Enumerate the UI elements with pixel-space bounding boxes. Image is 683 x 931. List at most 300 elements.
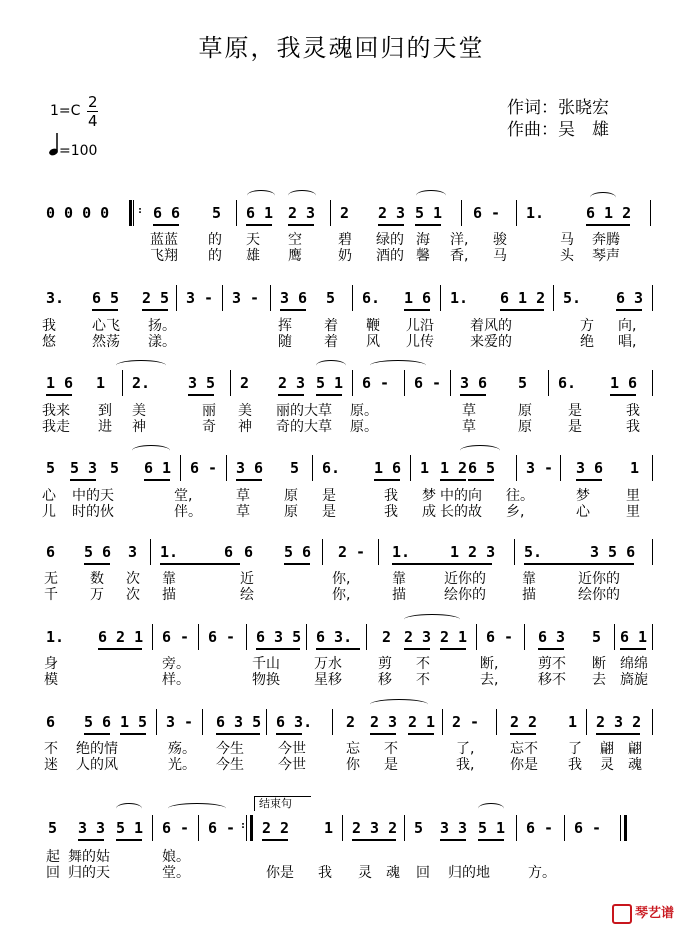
lyric-syllable: 去 (592, 672, 606, 688)
lyric-syllable: 往。 (506, 488, 534, 504)
lyric-syllable: 不 (384, 741, 398, 757)
note-group: 5. (563, 289, 582, 307)
composer-credit: 作曲：吴 雄 (507, 120, 609, 140)
note-group: 3 - (166, 713, 194, 731)
lyric-syllable: 原。 (350, 419, 378, 435)
beam (378, 224, 404, 226)
lyric-syllable: 丽的大草 (276, 403, 332, 419)
lyric-syllable: 心飞 (92, 318, 120, 334)
lyric-syllable: 靠 (522, 571, 536, 587)
lyric-syllable: 无 (44, 571, 58, 587)
lyric-syllable: 原。 (350, 403, 378, 419)
notation-row-4 (40, 459, 660, 481)
note-group: 2 2 (510, 713, 538, 731)
beam (276, 733, 302, 735)
barline (198, 815, 199, 841)
note-group: 6 1 2 (586, 204, 632, 222)
beam (440, 648, 466, 650)
slur (247, 190, 275, 201)
beam (142, 309, 168, 311)
note-group: 5 1 (316, 374, 344, 392)
lyric-line-2 (40, 754, 660, 772)
note-group: 6 - (526, 819, 554, 837)
beam (415, 224, 441, 226)
lyric-syllable: 是 (322, 504, 336, 520)
lyric-syllable: 你是 (510, 757, 538, 773)
note-group: 6 6 (153, 204, 181, 222)
note-group: 6 - (414, 374, 442, 392)
notation-row-8 (40, 819, 660, 841)
barline (230, 370, 231, 396)
note-group: 6. (558, 374, 577, 392)
lyric-syllable: 万水 (314, 656, 342, 672)
slur (116, 360, 166, 371)
lyric-syllable: 空 (288, 232, 302, 248)
note-group: 2 3 2 (596, 713, 642, 731)
barline (198, 624, 199, 650)
lyric-syllable: 蓝蓝 (150, 232, 178, 248)
note-group: 5 6 (284, 543, 312, 561)
lyric-syllable: 千 (44, 587, 58, 603)
song-title: 草原，我灵魂回归的天堂 (198, 34, 485, 62)
lyric-syllable: 心 (576, 504, 590, 520)
lyric-syllable: 剪 (378, 656, 392, 672)
lyric-syllable: 马 (560, 232, 574, 248)
note-group: 3 6 (280, 289, 308, 307)
note-group: 1. (450, 289, 469, 307)
beam (316, 394, 342, 396)
note-group: 2 2 (262, 819, 290, 837)
note-group: 5 6 (84, 543, 112, 561)
time-signature-top: 2 (88, 93, 98, 111)
slur (460, 445, 500, 456)
lyric-syllable: 原 (518, 419, 532, 435)
note-group: 3 - (526, 459, 554, 477)
lyric-syllable: 里 (626, 488, 640, 504)
barline (553, 285, 554, 311)
lyric-syllable: 模 (44, 672, 58, 688)
lyric-syllable: 物换 (252, 672, 280, 688)
slur (370, 699, 428, 710)
lyric-syllable: 草 (462, 419, 476, 435)
lyric-syllable: 绘 (240, 587, 254, 603)
beam (84, 563, 110, 565)
barline (378, 539, 379, 565)
lyric-syllable: 草 (236, 488, 250, 504)
note-group: 2 3 2 (352, 819, 398, 837)
lyric-syllable: 翩 (600, 741, 614, 757)
ending-bracket: 结束句 (254, 796, 311, 811)
notation-row-6 (40, 628, 660, 650)
lyric-syllable: 风 (366, 334, 380, 350)
lyric-syllable: 迷 (44, 757, 58, 773)
barline (266, 709, 267, 735)
note-group: 6 3. (276, 713, 313, 731)
lyric-syllable: 去, (480, 672, 499, 688)
lyric-syllable: 归的地 (448, 865, 490, 881)
slur (590, 192, 616, 203)
lyric-syllable: 绝的情 (76, 741, 118, 757)
note-group: 3 5 (188, 374, 216, 392)
note-group: 6 (244, 543, 254, 561)
note-group: 2 - (452, 713, 480, 731)
beam (460, 394, 486, 396)
beam (576, 479, 602, 481)
note-group: 6 3 (616, 289, 644, 307)
beam (596, 733, 640, 735)
lyric-syllable: 了 (568, 741, 582, 757)
barline (332, 709, 333, 735)
lyric-syllable: 草 (462, 403, 476, 419)
beam (510, 733, 536, 735)
note-group: 2 3 (404, 628, 432, 646)
lyric-syllable: 近你的 (578, 571, 620, 587)
lyric-syllable: 向, (618, 318, 637, 334)
note-group: 2 5 (142, 289, 170, 307)
notation-row-1 (40, 204, 660, 226)
note-group: 5 1 (478, 819, 506, 837)
lyric-syllable: 奶 (338, 248, 352, 264)
beam (440, 839, 466, 841)
lyric-syllable: 绿的 (376, 232, 404, 248)
lyric-syllable: 方 (580, 318, 594, 334)
lyric-syllable: 马 (493, 248, 507, 264)
beam (524, 563, 634, 565)
barline (516, 815, 517, 841)
lyric-line-2 (40, 584, 660, 602)
note-group: 5 1 (415, 204, 443, 222)
beam (144, 479, 170, 481)
watermark-logo: 琴艺谱 (612, 902, 674, 924)
barline (620, 815, 621, 841)
lyric-syllable: 灵 (600, 757, 614, 773)
note-group: 2 3 (378, 204, 406, 222)
barline (156, 709, 157, 735)
note-group: 3 6 (236, 459, 264, 477)
repeat-barline (129, 200, 132, 226)
lyric-syllable: 断 (592, 656, 606, 672)
lyric-line-2 (40, 245, 660, 263)
beam (188, 394, 214, 396)
note-group: 1 2 (440, 459, 468, 477)
lyric-syllable: 殇。 (168, 741, 196, 757)
barline (246, 815, 247, 841)
barline (652, 370, 653, 396)
lyric-syllable: 描 (522, 587, 536, 603)
lyricist-credit: 作词：张晓宏 (507, 98, 609, 118)
note-group: 3 (128, 543, 138, 561)
barline (524, 624, 525, 650)
lyric-syllable: 描 (162, 587, 176, 603)
beam (408, 733, 434, 735)
note-group: 5 (290, 459, 300, 477)
note-group: 6 - (208, 819, 236, 837)
beam (92, 309, 118, 311)
note-group: 5 1 (116, 819, 144, 837)
note-group: 2 1 (440, 628, 468, 646)
note-group: 6 - (162, 819, 190, 837)
logo-icon (612, 904, 632, 924)
note-group: 5 (48, 819, 58, 837)
lyric-syllable: 方。 (528, 865, 556, 881)
barline (440, 285, 441, 311)
lyric-syllable: 绘你的 (578, 587, 620, 603)
barline (614, 624, 615, 650)
lyric-syllable: 数 (90, 571, 104, 587)
beam (160, 563, 240, 565)
barline (352, 285, 353, 311)
lyric-syllable: 次 (126, 571, 140, 587)
lyric-syllable: 你是 (266, 865, 294, 881)
notation-row-2 (40, 289, 660, 311)
note-group: 5 (518, 374, 528, 392)
note-group: 6 - (486, 628, 514, 646)
notation-row-5 (40, 543, 660, 565)
note-group: 6 2 1 (98, 628, 144, 646)
lyric-syllable: 的 (208, 248, 222, 264)
barline (306, 624, 307, 650)
lyric-syllable: 万 (90, 587, 104, 603)
barline (461, 200, 462, 226)
barline (476, 624, 477, 650)
beam (46, 394, 72, 396)
note-group: 6 5 (92, 289, 120, 307)
barline (650, 200, 651, 226)
note-group: 1. (526, 204, 545, 222)
lyric-syllable: 星移 (314, 672, 342, 688)
lyric-syllable: 着 (324, 318, 338, 334)
lyric-syllable: 今世 (278, 741, 306, 757)
beam (278, 394, 304, 396)
lyric-syllable: 靠 (392, 571, 406, 587)
note-group: 1. (46, 628, 65, 646)
beam (616, 309, 642, 311)
lyric-syllable: 我 (42, 318, 56, 334)
note-group: 1 (420, 459, 430, 477)
barline (560, 455, 561, 481)
beam (404, 648, 430, 650)
lyric-syllable: 绝 (580, 334, 594, 350)
beam (78, 839, 104, 841)
lyric-syllable: 然荡 (92, 334, 120, 350)
lyric-syllable: 我 (626, 419, 640, 435)
slur (478, 803, 504, 814)
beam (288, 224, 314, 226)
barline (514, 539, 515, 565)
lyric-syllable: 样。 (162, 672, 190, 688)
note-group: 6 3. (316, 628, 353, 646)
lyric-syllable: 扬。 (148, 318, 176, 334)
note-group: 5 (326, 289, 336, 307)
barline (404, 815, 405, 841)
lyric-syllable: 不 (416, 656, 430, 672)
notation-row-7 (40, 713, 660, 735)
note-group: 6 1 (144, 459, 172, 477)
note-group: 1. (160, 543, 179, 561)
note-group: 1 (568, 713, 578, 731)
lyric-syllable: 碧 (338, 232, 352, 248)
slur (116, 803, 142, 814)
barline (586, 709, 587, 735)
note-group: 2 (340, 204, 350, 222)
barline (548, 370, 549, 396)
lyric-syllable: 中的天 (72, 488, 114, 504)
note-group: 2 (346, 713, 356, 731)
lyric-syllable: 琴声 (592, 248, 620, 264)
barline (246, 624, 247, 650)
lyric-syllable: 身 (44, 656, 58, 672)
beam (98, 648, 142, 650)
note-group: 6 1 (620, 628, 648, 646)
lyric-syllable: 雄 (246, 248, 260, 264)
lyric-syllable: 今生 (216, 757, 244, 773)
barline (624, 815, 627, 841)
lyric-syllable: 忘不 (510, 741, 538, 757)
lyric-syllable: 里 (626, 504, 640, 520)
notation-row-3 (40, 374, 660, 396)
lyric-line-2 (40, 862, 660, 880)
note-group: 5 (46, 459, 56, 477)
barline (404, 370, 405, 396)
beam (70, 479, 96, 481)
lyric-syllable: 梦 (422, 488, 436, 504)
note-group: 1 6 (404, 289, 432, 307)
note-group: 5. (524, 543, 543, 561)
beam (538, 648, 564, 650)
note-group: 6 3 (538, 628, 566, 646)
barline (342, 815, 343, 841)
note-group: 6 (224, 543, 234, 561)
note-group: 2 3 (288, 204, 316, 222)
lyric-syllable: 漾。 (148, 334, 176, 350)
repeat-barline (133, 200, 134, 226)
barline (652, 285, 653, 311)
note-group: 6 1 (246, 204, 274, 222)
lyric-syllable: 儿沿 (406, 318, 434, 334)
slur (404, 614, 460, 625)
lyric-syllable: 你 (346, 757, 360, 773)
barline (202, 709, 203, 735)
lyric-syllable: 回 (46, 865, 60, 881)
lyric-syllable: 原 (284, 504, 298, 520)
note-group: 3 - (232, 289, 260, 307)
lyric-syllable: 今生 (216, 741, 244, 757)
barline (222, 285, 223, 311)
lyric-syllable: 美 (238, 403, 252, 419)
lyric-syllable: 来爱的 (470, 334, 512, 350)
lyric-syllable: 我 (568, 757, 582, 773)
lyric-syllable: 了, (456, 741, 475, 757)
lyric-syllable: 骏 (493, 232, 507, 248)
lyric-syllable: 飞翔 (150, 248, 178, 264)
beam (280, 309, 306, 311)
note-group: 2 (240, 374, 250, 392)
lyric-syllable: 随 (278, 334, 292, 350)
beam (84, 733, 110, 735)
beam (352, 839, 396, 841)
lyric-syllable: 奇的大草 (276, 419, 332, 435)
beam (478, 839, 504, 841)
lyric-syllable: 不 (44, 741, 58, 757)
note-group: 3 6 (460, 374, 488, 392)
beam (392, 563, 492, 565)
note-group: 6. (362, 289, 381, 307)
lyric-syllable: 我 (384, 488, 398, 504)
lyric-syllable: 美 (132, 403, 146, 419)
lyric-syllable: 神 (238, 419, 252, 435)
barline (652, 709, 653, 735)
beam (153, 224, 179, 226)
lyric-syllable: 千山 (252, 656, 280, 672)
barline (236, 200, 237, 226)
lyric-syllable: 时的伙 (72, 504, 114, 520)
note-group: 3 3 (78, 819, 106, 837)
barline (496, 709, 497, 735)
beam (610, 394, 636, 396)
beam (236, 479, 262, 481)
lyric-syllable: 唱, (618, 334, 637, 350)
barline (312, 455, 313, 481)
barline (180, 455, 181, 481)
note-group: 5 (414, 819, 424, 837)
note-group: 2 3 (370, 713, 398, 731)
lyric-syllable: 是 (384, 757, 398, 773)
beam (120, 733, 146, 735)
lyric-syllable: 儿传 (406, 334, 434, 350)
barline (652, 539, 653, 565)
lyric-syllable: 旖旎 (620, 672, 648, 688)
lyric-line-2 (40, 416, 660, 434)
note-group: 3 - (186, 289, 214, 307)
lyric-syllable: 伴。 (174, 504, 202, 520)
lyric-syllable: 的 (208, 232, 222, 248)
lyric-syllable: 着 (324, 334, 338, 350)
lyric-syllable: 是 (568, 403, 582, 419)
lyric-syllable: 魂 (628, 757, 642, 773)
lyric-syllable: 忘 (346, 741, 360, 757)
note-group: 5 (592, 628, 602, 646)
lyric-syllable: 悠 (42, 334, 56, 350)
note-group: 6 - (362, 374, 390, 392)
lyric-syllable: 我 (626, 403, 640, 419)
note-group: 2 1 (408, 713, 436, 731)
lyric-syllable: 洋, (450, 232, 469, 248)
note-group: 1. (392, 543, 411, 561)
note-group: 3 6 (576, 459, 604, 477)
lyric-syllable: 光。 (168, 757, 196, 773)
lyric-syllable: 到 (98, 403, 112, 419)
note-group: 5 (110, 459, 120, 477)
note-group: 6 - (190, 459, 218, 477)
beam (246, 224, 272, 226)
lyric-syllable: 草 (236, 504, 250, 520)
lyric-syllable: 奔腾 (592, 232, 620, 248)
barline (652, 624, 653, 650)
lyric-syllable: 我 (318, 865, 332, 881)
note-group: 2. (132, 374, 151, 392)
note-group: 1 6 (46, 374, 74, 392)
note-group: 1 5 (120, 713, 148, 731)
note-group: 6 1 2 (500, 289, 546, 307)
barline (410, 455, 411, 481)
barline (330, 200, 331, 226)
lyric-syllable: 我走 (42, 419, 70, 435)
beam (620, 648, 646, 650)
lyric-syllable: 是 (322, 488, 336, 504)
barline (516, 455, 517, 481)
barline (352, 370, 353, 396)
lyric-syllable: 堂。 (162, 865, 190, 881)
